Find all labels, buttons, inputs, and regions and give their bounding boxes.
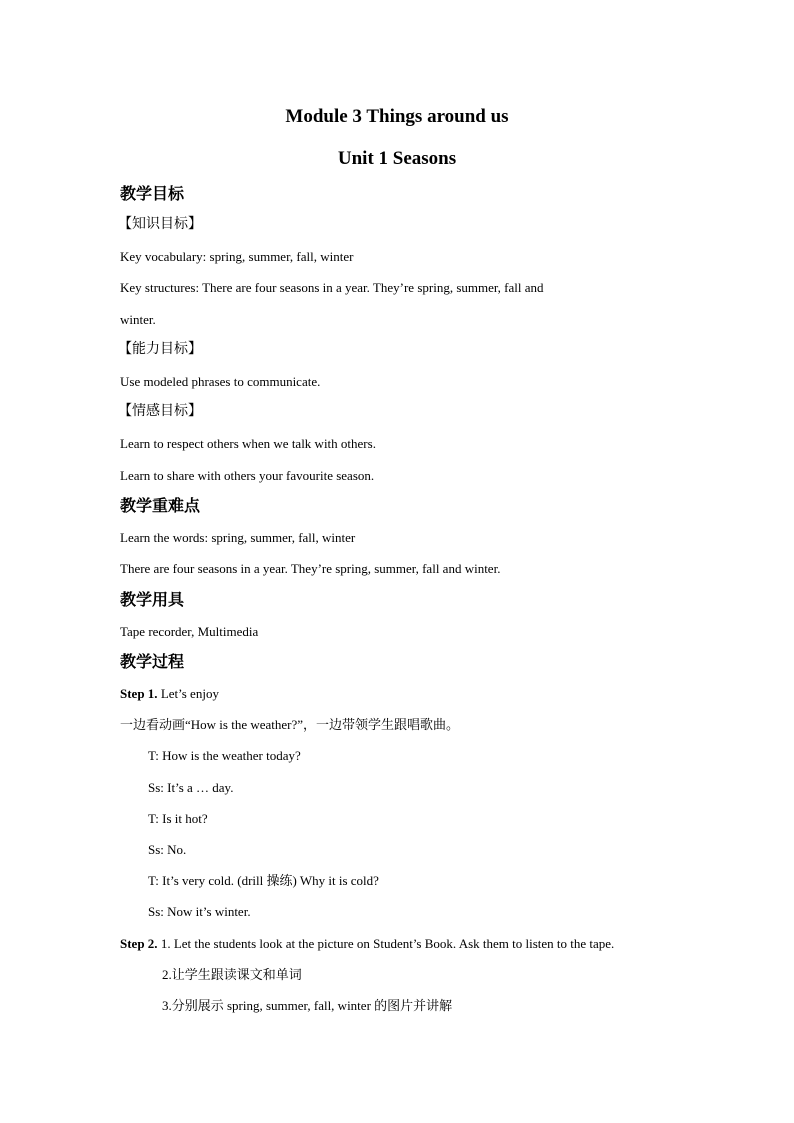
emotion-line2: Learn to share with others your favourite season.: [120, 468, 375, 483]
objectives-heading: 教学目标: [120, 186, 185, 203]
key-vocabulary: Key vocabulary: spring, summer, fall, winter: [120, 249, 354, 264]
step1-title: Let’s enjoy: [157, 686, 219, 701]
step2-label: Step 2.: [120, 936, 158, 951]
key-structures-line2: winter.: [120, 312, 156, 327]
dialogue-line: T: Is it hot?: [148, 811, 208, 826]
key-points-heading: 教学重难点: [120, 498, 201, 515]
dialogue-line: Ss: No.: [148, 842, 187, 857]
step2-item1: 1. Let the students look at the picture on Student’s Book. Ask them to listen to the tape.: [157, 936, 615, 951]
ability-label: 【能力目标】: [118, 342, 202, 357]
dialogue-line: Ss: Now it’s winter.: [148, 904, 251, 919]
dialogue-line: Ss: It’s a … day.: [148, 780, 234, 795]
ability-text: Use modeled phrases to communicate.: [120, 374, 321, 389]
key-structures-line1: Key structures: There are four seasons in a year. They’re spring, summer, fall and: [120, 280, 544, 295]
step1-label: Step 1.: [120, 686, 158, 701]
aids-text: Tape recorder, Multimedia: [120, 624, 259, 639]
emotion-line1: Learn to respect others when we talk with others.: [120, 436, 376, 451]
knowledge-label: 【知识目标】: [118, 217, 202, 232]
dialogue-line: T: It’s very cold. (drill 操练) Why it is cold?: [148, 873, 379, 888]
process-heading: 教学过程: [120, 654, 185, 671]
dialogue-line: T: How is the weather today?: [148, 748, 301, 763]
module-title: Module 3 Things around us: [285, 106, 509, 127]
step2-item2: 2.让学生跟读课文和单词: [162, 967, 302, 982]
step2-item3: 3.分别展示 spring, summer, fall, winter 的图片并讲解: [162, 998, 453, 1013]
step1-intro: 一边看动画“How is the weather?”，一边带领学生跟唱歌曲。: [120, 717, 460, 732]
emotion-label: 【情感目标】: [118, 404, 202, 419]
key-points-line1: Learn the words: spring, summer, fall, winter: [120, 530, 356, 545]
step2-line: [120, 937, 614, 950]
aids-heading: 教学用具: [120, 592, 185, 609]
key-points-line2: There are four seasons in a year. They’re spring, summer, fall and winter.: [120, 561, 501, 576]
step1-line: [120, 687, 219, 700]
unit-title: Unit 1 Seasons: [337, 148, 457, 169]
